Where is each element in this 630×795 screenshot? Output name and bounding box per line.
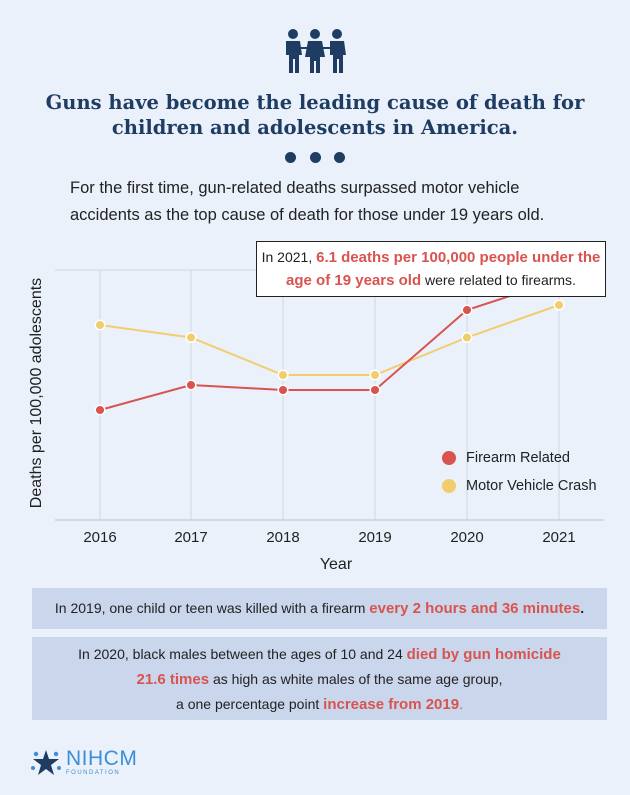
logo-subtitle: FOUNDATION bbox=[66, 770, 121, 776]
fact2-line2-highlight: 21.6 times bbox=[136, 671, 210, 688]
series-line-motor-vehicle-crash bbox=[100, 305, 559, 375]
legend-item-firearm bbox=[442, 444, 597, 472]
page-title: Guns have become the leading cause of death for children and adolescents in America. bbox=[45, 91, 585, 139]
fact2-line3-pre: a one percentage point bbox=[176, 696, 324, 712]
legend-label-firearm: Firearm Related bbox=[466, 450, 570, 466]
fact-box-2020 bbox=[32, 637, 607, 720]
fact2-line2-post: as high as white males of the same age group, bbox=[209, 671, 503, 687]
y-axis-label: Deaths per 100,000 adolescents bbox=[28, 277, 45, 509]
fact1-post: . bbox=[580, 600, 585, 616]
point-firearm-related-2016 bbox=[95, 405, 105, 415]
fact1-highlight: every 2 hours and 36 minutes bbox=[369, 600, 581, 617]
point-motor-vehicle-crash-2020 bbox=[462, 333, 472, 343]
family-icon bbox=[281, 27, 349, 75]
point-firearm-related-2019 bbox=[370, 385, 380, 395]
x-tick-label-2020: 2020 bbox=[450, 529, 484, 546]
x-tick-label-2016: 2016 bbox=[83, 529, 117, 546]
x-tick-label-2017: 2017 bbox=[174, 529, 208, 546]
logo-name: NIHCM bbox=[66, 747, 138, 770]
callout-highlight: 6.1 deaths per 100,000 people under the age of 19 years old bbox=[286, 249, 601, 289]
point-motor-vehicle-crash-2019 bbox=[370, 370, 380, 380]
series-line-firearm-related bbox=[100, 280, 559, 410]
star-logo-icon bbox=[30, 748, 62, 778]
legend-swatch-firearm bbox=[442, 451, 456, 465]
legend-label-motor: Motor Vehicle Crash bbox=[466, 478, 597, 494]
fact2-line1-highlight: died by gun homicide bbox=[406, 646, 561, 663]
x-axis-label: Year bbox=[319, 556, 353, 573]
intro-text: For the first time, gun-related deaths surpassed motor vehicle accidents as the top cause of death for those under 19 years old. bbox=[70, 179, 545, 224]
fact-box-2019 bbox=[32, 588, 607, 629]
legend-swatch-motor bbox=[442, 479, 456, 493]
fact2-line3-post: . bbox=[459, 696, 463, 712]
callout-post: were related to firearms. bbox=[421, 272, 576, 288]
point-firearm-related-2020 bbox=[462, 305, 472, 315]
legend-item-motor bbox=[442, 472, 597, 500]
point-motor-vehicle-crash-2021 bbox=[554, 300, 564, 310]
chart-legend bbox=[442, 444, 597, 500]
callout-pre: In 2021, bbox=[261, 249, 317, 265]
chart-callout bbox=[256, 241, 606, 297]
x-tick-label-2018: 2018 bbox=[266, 529, 300, 546]
x-tick-label-2019: 2019 bbox=[358, 529, 392, 546]
point-motor-vehicle-crash-2017 bbox=[186, 333, 196, 343]
dot-divider bbox=[285, 152, 345, 164]
point-firearm-related-2017 bbox=[186, 380, 196, 390]
nihcm-logo bbox=[30, 748, 137, 778]
point-motor-vehicle-crash-2018 bbox=[278, 370, 288, 380]
x-tick-label-2021: 2021 bbox=[542, 529, 576, 546]
fact1-pre: In 2019, one child or teen was killed with a firearm bbox=[54, 600, 370, 616]
point-motor-vehicle-crash-2016 bbox=[95, 320, 105, 330]
fact2-line3-highlight: increase from 2019 bbox=[323, 696, 460, 713]
point-firearm-related-2018 bbox=[278, 385, 288, 395]
fact2-line1-pre: In 2020, black males between the ages of 10 and 24 bbox=[78, 646, 407, 662]
